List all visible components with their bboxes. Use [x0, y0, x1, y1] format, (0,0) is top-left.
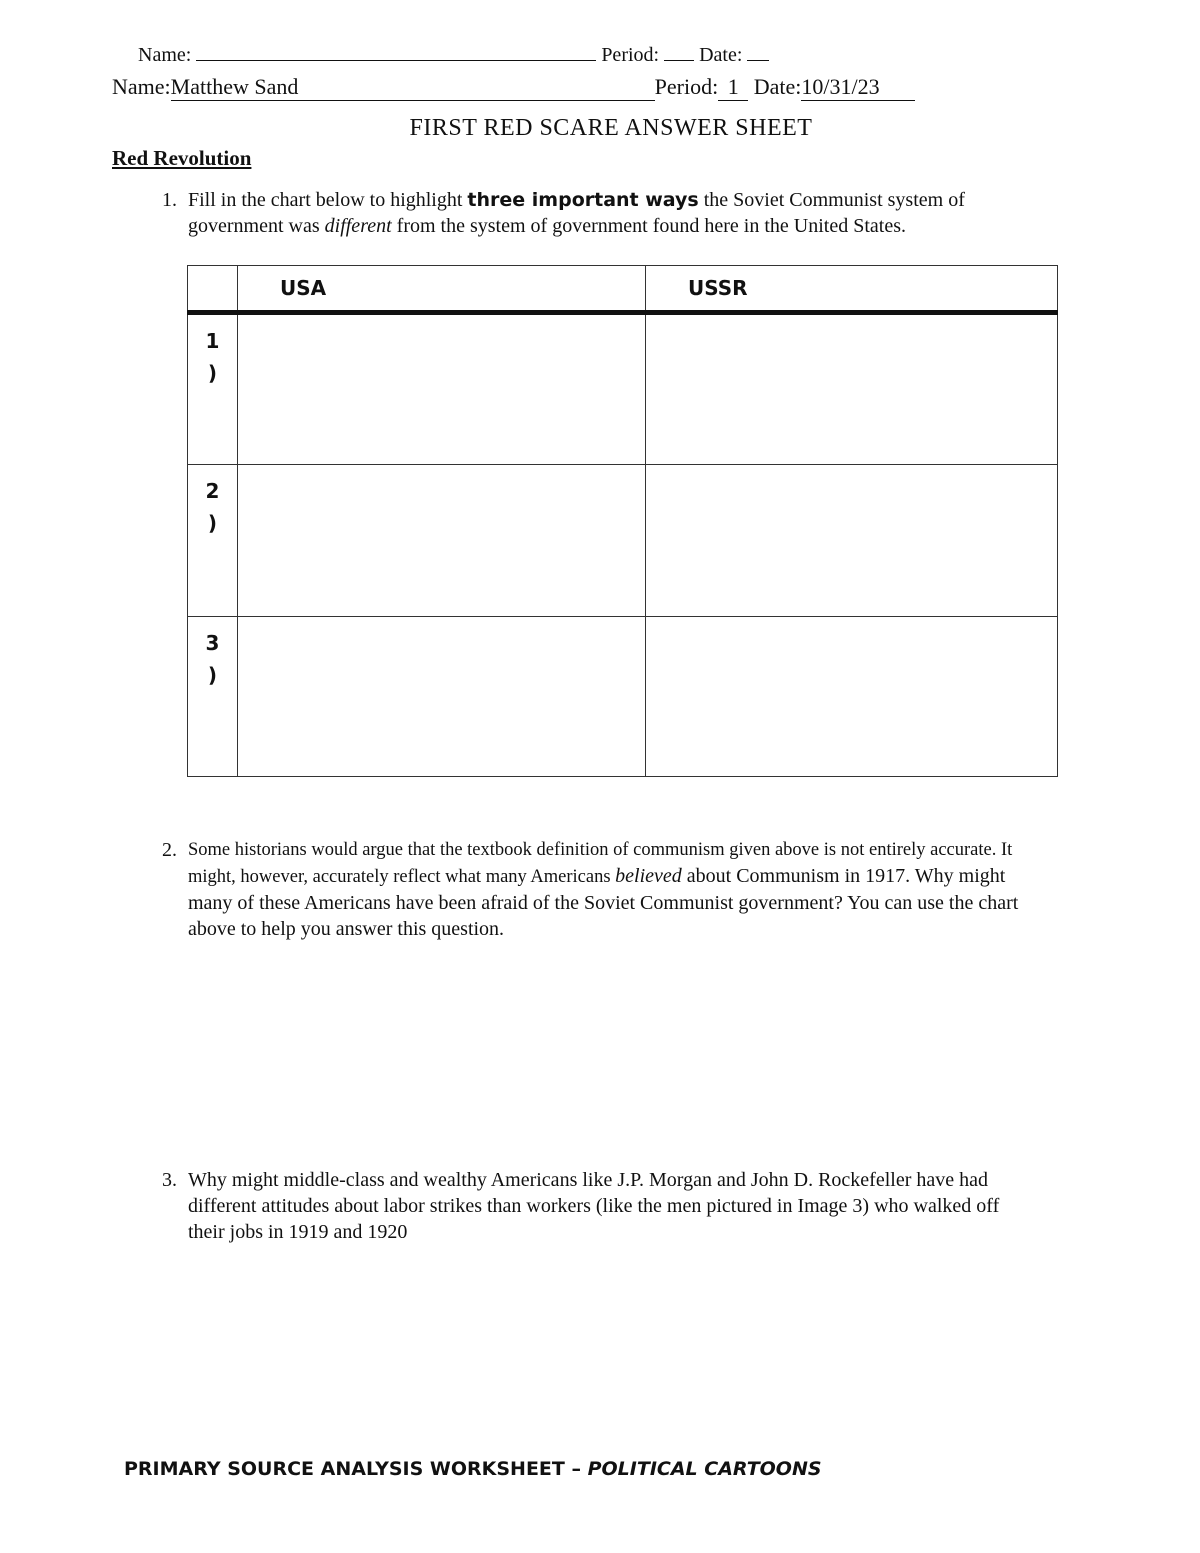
footer-italic: POLITICAL CARTOONS: [587, 1458, 822, 1480]
period-blank[interactable]: [664, 42, 694, 61]
chart-header-row: [188, 266, 1058, 313]
student-date-value: 10/31/23: [801, 74, 880, 99]
student-name-value: Matthew Sand: [170, 74, 299, 99]
q2-line-4: above to help you answer this question.: [188, 918, 505, 940]
section-heading: Red Revolution: [112, 146, 252, 170]
chart-header-ussr: USSR: [646, 266, 1058, 313]
q1-text-a: Fill in the chart below to highlight: [188, 189, 468, 211]
q2-text-b: about Communism in 1917. Why might: [681, 865, 1006, 887]
question-3-number: 3.: [162, 1169, 177, 1191]
chart-header-usa: USA: [238, 266, 646, 313]
q1-text-c: government was: [188, 215, 325, 237]
question-3: [162, 1167, 1148, 1245]
q3-line-3: their jobs in 1919 and 1920: [188, 1221, 408, 1243]
q1-italic: different: [324, 215, 392, 237]
q2-italic: believed: [615, 865, 682, 887]
chart-row-number: 2 ): [188, 465, 238, 617]
chart-row: [188, 617, 1058, 777]
student-name-field[interactable]: [171, 74, 655, 101]
q3-line-2: different attitudes about labor strikes than workers (like the men pictured in Image 3) who walked off: [188, 1195, 1000, 1217]
chart-row-number: 1 ): [188, 313, 238, 465]
student-period-value: 1: [727, 74, 739, 99]
chart-corner-cell: [188, 266, 238, 313]
q2-line-3: many of these Americans have been afraid of the Soviet Communist government? You can use the chart: [188, 892, 1019, 914]
name-blank[interactable]: [196, 42, 596, 61]
chart-cell-ussr[interactable]: [646, 465, 1058, 617]
student-period-label: Period:: [654, 74, 719, 99]
comparison-chart: [187, 265, 1058, 777]
student-name-label: Name:: [112, 74, 171, 99]
q1-bold: three important ways: [467, 189, 699, 211]
chart-row-number: 3 ): [188, 617, 238, 777]
chart-cell-usa[interactable]: [238, 617, 646, 777]
footer-text: PRIMARY SOURCE ANALYSIS WORKSHEET –: [124, 1458, 588, 1480]
student-period-field[interactable]: [718, 74, 748, 101]
student-date-label: Date:: [753, 74, 802, 99]
chart-cell-ussr[interactable]: [646, 617, 1058, 777]
name-label: Name:: [138, 44, 192, 66]
page-title: FIRST RED SCARE ANSWER SHEET: [409, 115, 813, 141]
question-1: [162, 187, 1108, 239]
blank-header-line: [138, 42, 769, 67]
date-label: Date:: [699, 44, 743, 66]
student-date-field[interactable]: [801, 74, 915, 101]
q1-text-d: from the system of government found here in the United States.: [391, 215, 906, 237]
q1-text-b: the Soviet Communist system of: [698, 189, 965, 211]
question-2-number: 2.: [162, 839, 177, 861]
chart-cell-ussr[interactable]: [646, 313, 1058, 465]
period-label: Period:: [601, 44, 660, 66]
q2-text-a: might, however, accurately reflect what many Americans: [188, 867, 616, 887]
chart-cell-usa[interactable]: [238, 465, 646, 617]
q3-line-1: Why might middle-class and wealthy Americans like J.P. Morgan and John D. Rockefeller have had: [188, 1169, 988, 1191]
q2-line-1: Some historians would argue that the textbook definition of communism given above is not entirely accurate. It: [188, 840, 1013, 860]
page-footer: [124, 1458, 822, 1480]
question-2: [162, 837, 1148, 942]
chart-row: [188, 465, 1058, 617]
chart-cell-usa[interactable]: [238, 313, 646, 465]
question-1-number: 1.: [162, 189, 177, 211]
chart-row: [188, 313, 1058, 465]
student-header-line: [112, 74, 915, 101]
date-blank[interactable]: [747, 42, 769, 61]
